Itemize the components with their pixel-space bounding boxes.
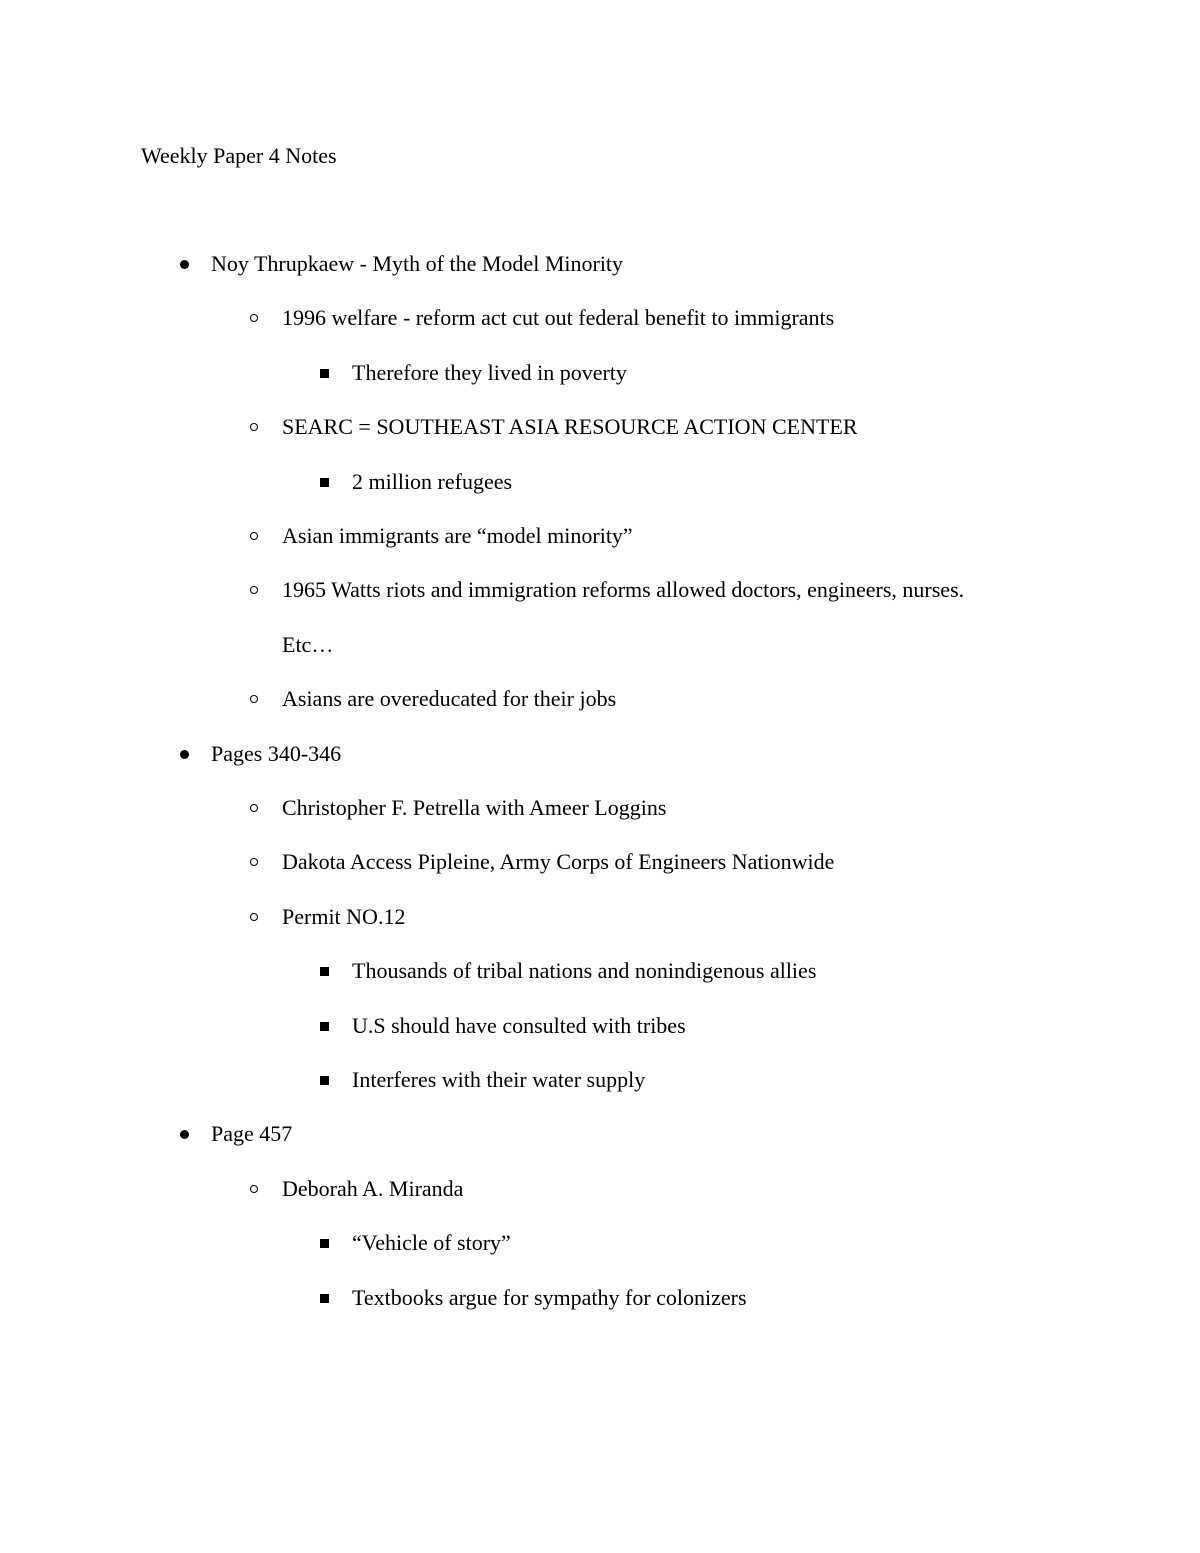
list-item-level-2: Asians are overeducated for their jobs bbox=[282, 686, 617, 712]
list-item-level-2: 1996 welfare - reform act cut out federal benefit to immigrants bbox=[282, 305, 835, 331]
bullet-circle-icon bbox=[250, 695, 258, 703]
bullet-square-icon bbox=[320, 967, 329, 976]
list-item-continuation: Etc… bbox=[282, 631, 334, 657]
bullet-square-icon bbox=[320, 478, 329, 487]
bullet-square-icon bbox=[320, 1239, 329, 1248]
list-item-level-3: U.S should have consulted with tribes bbox=[352, 1012, 686, 1038]
list-item-level-3: 2 million refugees bbox=[352, 468, 513, 494]
list-item-level-2: Deborah A. Miranda bbox=[282, 1175, 464, 1201]
bullet-circle-icon bbox=[250, 532, 258, 540]
bullet-disc-icon bbox=[180, 260, 189, 269]
bullet-disc-icon bbox=[180, 750, 189, 759]
list-item-level-2: Dakota Access Pipleine, Army Corps of Engineers Nationwide bbox=[282, 849, 835, 875]
bullet-square-icon bbox=[320, 1294, 329, 1303]
list-item-level-3: Interferes with their water supply bbox=[352, 1067, 646, 1092]
bullet-disc-icon bbox=[180, 1130, 189, 1139]
bullet-square-icon bbox=[320, 369, 329, 378]
list-item-level-2: Asian immigrants are “model minority” bbox=[282, 523, 633, 548]
bullet-circle-icon bbox=[250, 1185, 258, 1193]
bullet-square-icon bbox=[320, 1022, 329, 1031]
bullet-circle-icon bbox=[250, 586, 258, 594]
list-item-level-3: Therefore they lived in poverty bbox=[352, 359, 627, 385]
list-item-level-3: “Vehicle of story” bbox=[352, 1230, 511, 1256]
list-item-level-2: 1965 Watts riots and immigration reforms allowed doctors, engineers, nurses. bbox=[282, 577, 965, 603]
list-item-level-2: SEARC = SOUTHEAST ASIA RESOURCE ACTION CENTER bbox=[282, 414, 858, 440]
bullet-circle-icon bbox=[250, 858, 258, 866]
bullet-circle-icon bbox=[250, 314, 258, 322]
bullet-square-icon bbox=[320, 1076, 329, 1085]
list-item-level-3: Thousands of tribal nations and nonindigenous allies bbox=[352, 958, 817, 984]
bullet-circle-icon bbox=[250, 423, 258, 431]
document-title: Weekly Paper 4 Notes bbox=[141, 143, 337, 168]
list-item-level-2: Christopher F. Petrella with Ameer Loggins bbox=[282, 795, 667, 820]
list-item-level-1: Noy Thrupkaew - Myth of the Model Minority bbox=[211, 251, 624, 276]
list-item-level-2: Permit NO.12 bbox=[282, 903, 406, 929]
bullet-circle-icon bbox=[250, 913, 258, 921]
list-item-level-1: Page 457 bbox=[211, 1121, 293, 1147]
bullet-circle-icon bbox=[250, 804, 258, 812]
list-item-level-1: Pages 340-346 bbox=[211, 740, 342, 766]
list-item-level-3: Textbooks argue for sympathy for colonizers bbox=[352, 1284, 747, 1310]
